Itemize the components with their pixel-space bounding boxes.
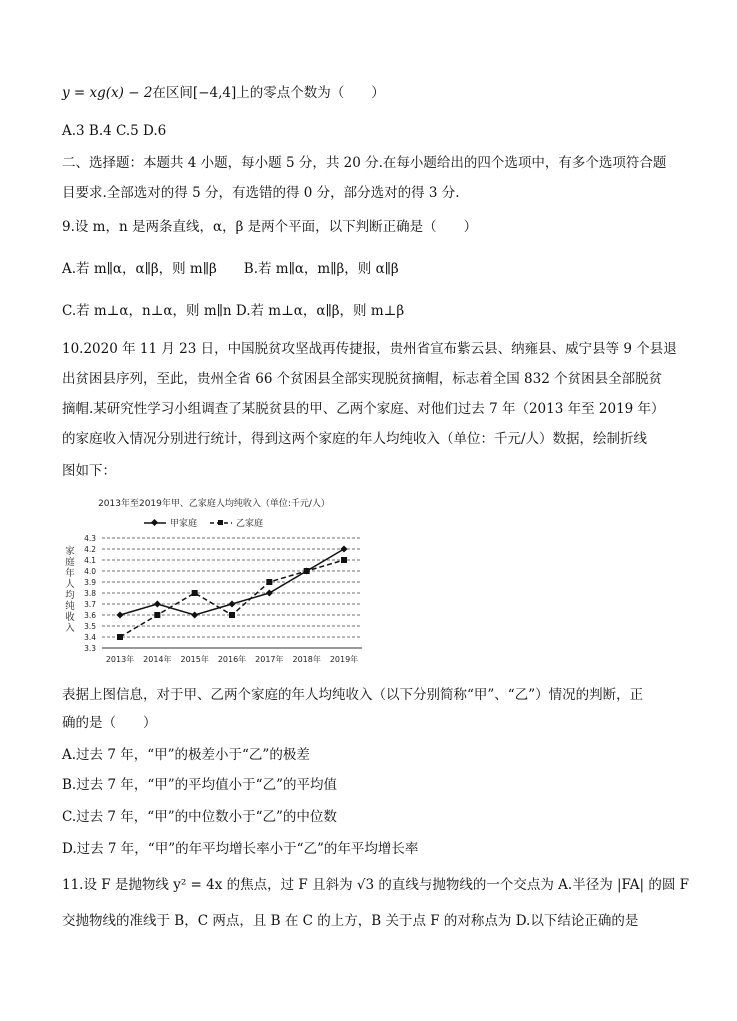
q10-option-c: C.过去 7 年，“甲”的中位数小于“乙”的中位数 xyxy=(62,809,337,825)
x-tick-labels xyxy=(106,654,358,664)
y-tick-labels xyxy=(84,534,96,653)
q10-stem-line1: 10.2020 年 11 月 23 日，中国脱贫攻坚战再传捷报，贵州省宣布紫云县、纳雍县、威宁县等 9 个县退 xyxy=(62,341,677,357)
q10-option-b: B.过去 7 年，“甲”的平均值小于“乙”的平均值 xyxy=(62,777,337,793)
y-tick-label: 3.9 xyxy=(84,578,96,587)
legend xyxy=(144,517,263,529)
series-2-point xyxy=(117,634,123,640)
q11-stem-line2: 交抛物线的准线于 B，C 两点，且 B 在 C 的上方，B 关于点 F 的对称点为 D.以下结论正确的是 xyxy=(62,913,639,929)
y-axis-label-char: 纯 xyxy=(65,601,75,612)
section-header-line2: 目要求.全部选对的得 5 分，有选错的得 0 分，部分选对的得 3 分. xyxy=(62,185,460,201)
x-tick-label: 2017年 xyxy=(255,655,284,664)
y-axis-label-char: 家 xyxy=(65,546,75,557)
series-1-point xyxy=(191,611,198,618)
q10-question-line2: 确的是（ ） xyxy=(62,715,157,731)
legend-series-2: 乙家庭 xyxy=(236,519,264,529)
chart-gridlines xyxy=(102,538,362,648)
series-1-point xyxy=(228,600,235,607)
series-1-point xyxy=(116,611,123,618)
y-tick-label: 3.7 xyxy=(84,600,96,609)
y-tick-label: 4.0 xyxy=(84,567,96,576)
chart-title: 2013年至2019年甲、乙家庭人均纯收入（单位:千元/人） xyxy=(98,499,330,509)
x-tick-label: 2013年 xyxy=(105,655,135,664)
q11-stem-line1: 11.设 F 是抛物线 y² = 4x 的焦点，过 F 且斜为 √3 的直线与抛物线的一个交点为 A.半径为 |FA| 的圆 F xyxy=(62,877,689,893)
section-header-line1: 二、选择题：本题共 4 小题，每小题 5 分，共 20 分.在每小题给出的四个选项中，有多个选项符合题 xyxy=(62,155,667,171)
y-tick-label: 3.8 xyxy=(84,589,96,598)
interval: [−4,4] xyxy=(192,85,237,101)
q8-text-mid: 在区间 xyxy=(152,85,193,101)
series-2-point xyxy=(304,568,310,574)
chart-svg xyxy=(62,492,380,670)
q10-stem-line3: 摘帽.某研究性学习小组调查了某脱贫县的甲、乙两个家庭、对他们过去 7 年（2013 年至 2019 年） xyxy=(62,401,665,417)
y-tick-label: 3.5 xyxy=(84,622,96,631)
q10-stem-line5: 图如下： xyxy=(62,463,116,479)
function-expression: y = xg(x) − 2 xyxy=(62,85,153,101)
q8-options: A.3 B.4 C.5 D.6 xyxy=(62,123,167,139)
y-axis-label-char: 人 xyxy=(65,579,75,590)
y-tick-label: 4.3 xyxy=(84,534,96,543)
q8-text-suffix: 上的零点个数为（ ） xyxy=(236,85,385,101)
q9-options-cd: C.若 m⊥α，n⊥α，则 m∥n D.若 m⊥α，α∥β，则 m⊥β xyxy=(62,303,405,319)
x-tick-label: 2019年 xyxy=(329,655,359,664)
q10-question-line1: 表据上图信息，对于甲、乙两个家庭的年人均纯收入（以下分别简称“甲”、“乙”）情况的判断，正 xyxy=(62,687,644,703)
series-line-2 xyxy=(120,560,344,637)
x-tick-label: 2018年 xyxy=(292,655,321,664)
y-axis-label-char: 庭 xyxy=(65,557,75,568)
q10-option-a: A.过去 7 年，“甲”的极差小于“乙”的极差 xyxy=(62,747,310,763)
series-2-point xyxy=(192,590,198,596)
q10-stem-line4: 的家庭收入情况分别进行统计，得到这两个家庭的年人均纯收入（单位：千元/人）数据，绘制折线 xyxy=(62,431,648,447)
income-line-chart xyxy=(62,492,380,670)
series-1-point xyxy=(340,545,347,552)
q10-stem-line2: 出贫困县序列，至此，贵州全省 66 个贫困县全部实现脱贫摘帽，标志着全国 832 个贫困县全部脱贫 xyxy=(62,371,663,387)
series-2-point xyxy=(341,557,347,563)
legend-series-1: 甲家庭 xyxy=(170,519,198,529)
y-axis-label-char: 年 xyxy=(65,568,75,579)
x-tick-label: 2016年 xyxy=(217,655,247,664)
x-tick-label: 2015年 xyxy=(180,655,209,664)
y-tick-label: 4.2 xyxy=(84,545,96,554)
series-2-point xyxy=(154,612,160,618)
y-tick-label: 3.3 xyxy=(84,644,96,653)
q10-option-d: D.过去 7 年，“甲”的年平均增长率小于“乙”的年平均增长率 xyxy=(62,841,419,857)
series-1-point xyxy=(154,600,161,607)
y-tick-label: 3.4 xyxy=(84,633,96,642)
y-axis-label-char: 均 xyxy=(65,590,75,601)
y-axis-label xyxy=(65,545,75,634)
y-axis-label-char: 入 xyxy=(65,623,75,634)
q9-options-ab: A.若 m∥α，α∥β，则 m∥β B.若 m∥α，m∥β，则 α∥β xyxy=(62,261,399,277)
y-tick-label: 3.6 xyxy=(84,611,96,620)
y-tick-label: 4.1 xyxy=(84,556,96,565)
series-2-point xyxy=(266,579,272,585)
q9-stem: 9.设 m，n 是两条直线，α，β 是两个平面，以下判断正确是（ ） xyxy=(62,219,478,235)
q8-tail-line xyxy=(62,84,682,102)
y-axis-label-char: 收 xyxy=(65,612,75,623)
series-1-point xyxy=(266,589,273,596)
x-tick-label: 2014年 xyxy=(143,655,172,664)
series-2-point xyxy=(229,612,235,618)
